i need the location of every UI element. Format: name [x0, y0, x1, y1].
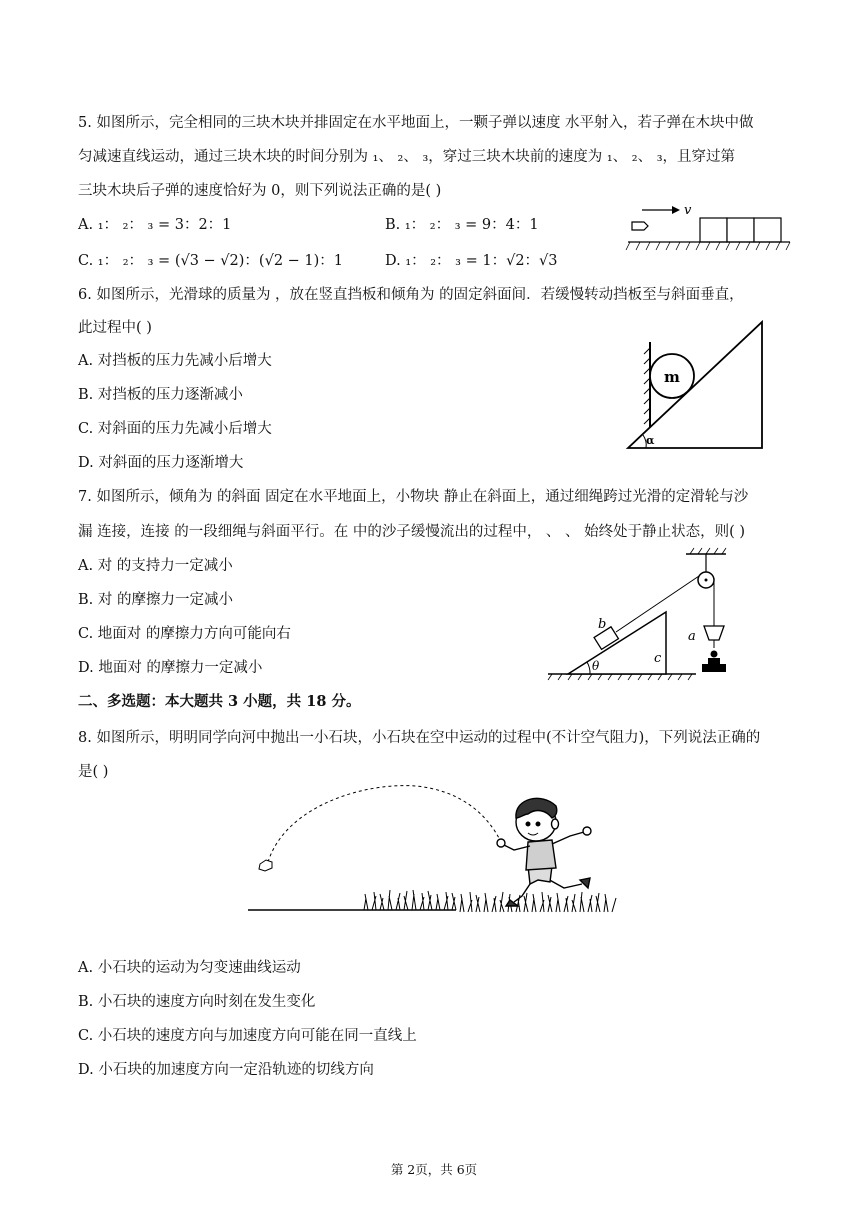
q6-stem-line1: 6. 如图所示，光滑球的质量为 ，放在竖直挡板和倾角为 的固定斜面间．若缓慢转动挡板至与斜面垂直， — [78, 287, 744, 303]
q7-stem-line1: 7. 如图所示，倾角为 的斜面 固定在水平地面上，小物块 静止在斜面上，通过细绳跨过光滑的定滑轮与沙 — [78, 489, 749, 505]
q5-option-c: C. ₁： ₂： ₃ = (√3 − √2)：(√2 − 1)：1 — [78, 253, 344, 269]
q7-option-c: C. 地面对 的摩擦力方向可能向右 — [78, 626, 291, 642]
q8-stem-line2: 是( ) — [78, 764, 109, 780]
q6-stem-line2: 此过程中( ) — [78, 320, 152, 336]
q7-option-a: A. 对 的支持力一定减小 — [78, 558, 233, 574]
q7-option-d: D. 地面对 的摩擦力一定减小 — [78, 660, 263, 676]
q7-a-label: a — [688, 629, 696, 644]
q5-stem-line2: 匀减速直线运动，通过三块木块的时间分别为 ₁、 ₂、 ₃，穿过三块木块前的速度为 ₁、 ₂、 ₃，且穿过第 — [78, 149, 736, 165]
boy-illustration — [497, 798, 591, 906]
q5-stem-line3: 三块木块后子弹的速度恰好为 0，则下列说法正确的是( ) — [78, 183, 442, 199]
q7-c-label: c — [654, 651, 662, 666]
q7-stem-line2: 漏 连接，连接 的一段细绳与斜面平行。在 中的沙子缓慢流出的过程中， 、 、 始终处于静止状态，则( ) — [78, 524, 746, 540]
q6-ball-mass-label: m — [664, 368, 680, 386]
q6-angle-label: α — [646, 434, 655, 447]
q6-option-b: B. 对挡板的压力逐渐减小 — [78, 387, 243, 403]
q5-velocity-label: v — [684, 203, 692, 218]
q8-option-b: B. 小石块的速度方向时刻在发生变化 — [78, 994, 316, 1010]
q8-stem-line1: 8. 如图所示，明明同学向河中抛出一小石块，小石块在空中运动的过程中(不计空气阻力)，下列说法正确的 — [78, 730, 761, 746]
page-footer: 第 2页，共 6页 — [390, 1162, 478, 1177]
q5-option-d: D. ₁： ₂： ₃ = 1：√2：√3 — [385, 253, 558, 269]
q6-option-a: A. 对挡板的压力先减小后增大 — [78, 353, 272, 369]
q8-option-a: A. 小石块的运动为匀变速曲线运动 — [78, 960, 301, 976]
q8-throwing-stone-figure — [246, 780, 622, 920]
q5-option-b: B. ₁： ₂： ₃ = 9：4：1 — [385, 217, 539, 233]
q7-theta-label: θ — [592, 659, 600, 673]
q6-option-d: D. 对斜面的压力逐渐增大 — [78, 455, 244, 471]
q6-ball-incline-figure — [620, 318, 770, 454]
q7-pulley-incline-figure — [546, 546, 736, 682]
q8-option-c: C. 小石块的速度方向与加速度方向可能在同一直线上 — [78, 1028, 417, 1044]
q5-option-a: A. ₁： ₂： ₃ = 3：2：1 — [78, 217, 232, 233]
q7-option-b: B. 对 的摩擦力一定减小 — [78, 592, 233, 608]
q8-option-d: D. 小石块的加速度方向一定沿轨迹的切线方向 — [78, 1062, 374, 1078]
section-heading-multiple-choice: 二、多选题：本大题共 3 小题，共 18 分。 — [78, 693, 361, 710]
q6-option-c: C. 对斜面的压力先减小后增大 — [78, 421, 272, 437]
q5-bullet-blocks-figure — [624, 200, 794, 258]
q7-b-label: b — [598, 617, 607, 632]
q5-stem-line1: 5. 如图所示，完全相同的三块木块并排固定在水平地面上，一颗子弹以速度 水平射入，若子弹在木块中做 — [78, 115, 754, 131]
